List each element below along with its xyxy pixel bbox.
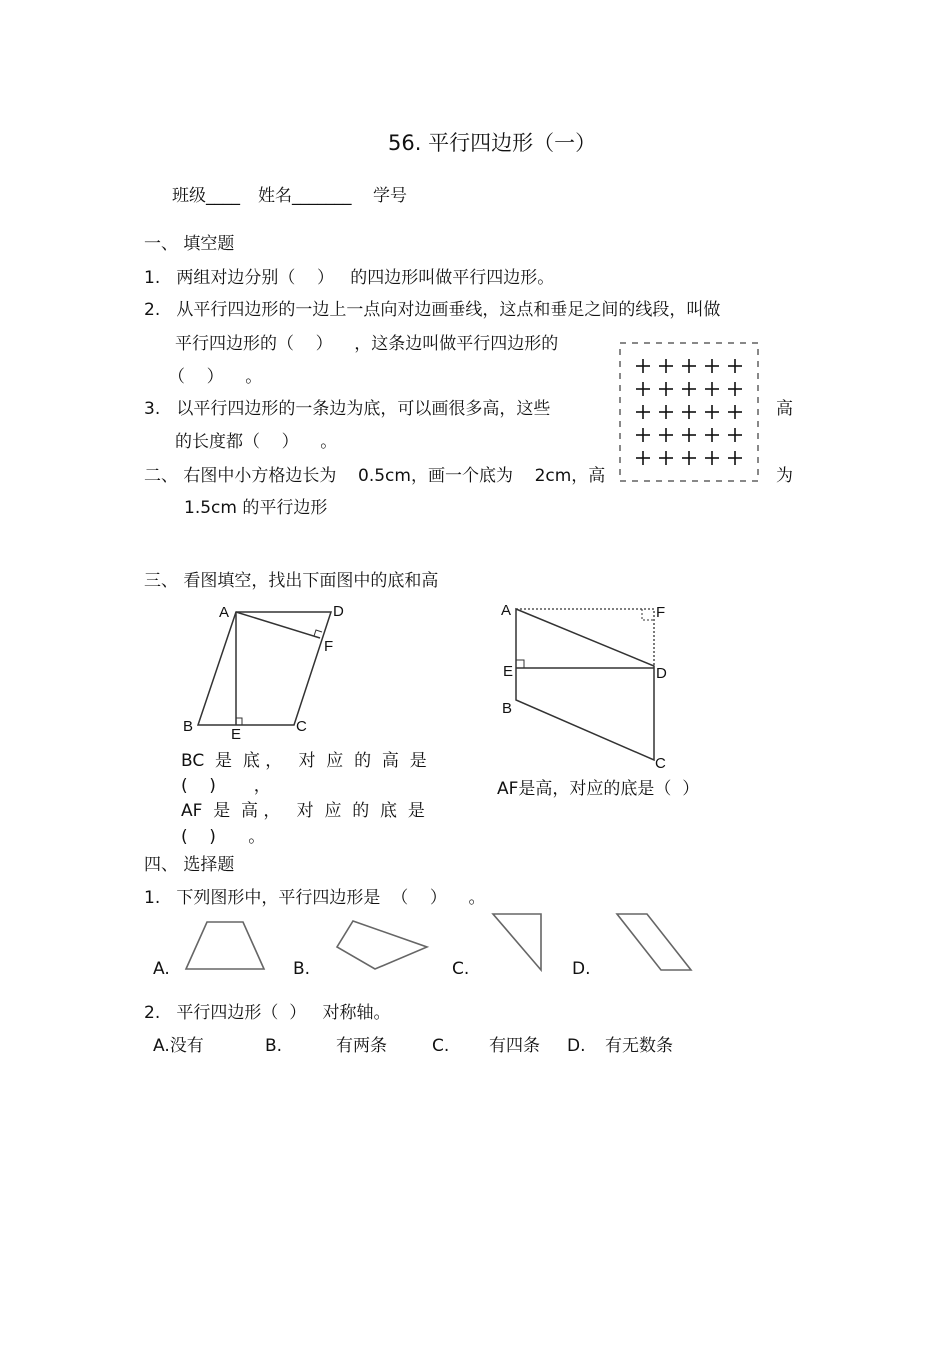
fig1-label-f: F — [324, 638, 334, 655]
fig1-label-d: D — [333, 603, 344, 620]
name-label: 姓名_______ — [258, 186, 352, 206]
option-c-label: C. — [452, 959, 470, 979]
option-a-label: A. — [153, 959, 170, 979]
section1-heading: 一、 填空题 — [144, 234, 235, 254]
section2-line1-tail: 为 — [776, 466, 793, 486]
student-number-label: 学号 — [373, 186, 407, 206]
q2-option-b-letter: B. — [265, 1036, 283, 1056]
question-1-2-line1: 2. 从平行四边形的一边上一点向对边画垂线，这点和垂足之间的线段，叫做 — [144, 300, 721, 320]
section2-line2: 1.5cm 的平行边形 — [184, 498, 328, 518]
option-a-trapezoid — [180, 918, 270, 973]
question-4-1: 1. 下列图形中，平行四边形是 （ ） 。 — [144, 888, 486, 908]
fig2-question: AF是高，对应的底是（ ） — [497, 779, 700, 799]
q2-option-d-text: 有无数条 — [605, 1036, 673, 1056]
figure-2-parallelogram — [495, 596, 685, 771]
fig1-label-a: A — [219, 604, 230, 621]
fig1-label-e: E — [231, 726, 242, 743]
figure-1-parallelogram — [180, 598, 350, 748]
option-c-triangle — [488, 908, 548, 973]
question-1-3-line1: 3. 以平行四边形的一条边为底，可以画很多高，这些 — [144, 399, 551, 419]
fig1-label-c: C — [296, 718, 307, 735]
question-1-2-line3: （ ） 。 — [168, 367, 263, 387]
section2-line1: 二、 右图中小方格边长为 0.5cm，画一个底为 2cm，高 — [144, 466, 606, 486]
fig2-label-f: F — [656, 604, 666, 621]
fig1-question-2a: AF 是 高 ， 对 应 的 底 是 — [181, 801, 425, 821]
fig2-label-c: C — [655, 755, 666, 772]
question-1-3-tail: 高 — [776, 399, 793, 419]
option-d-label: D. — [572, 959, 591, 979]
section4-heading: 四、 选择题 — [144, 855, 235, 875]
option-d-parallelogram — [612, 908, 697, 973]
q2-option-c-letter: C. — [432, 1036, 450, 1056]
page-title: 56. 平行四边形（一） — [388, 131, 597, 155]
q2-option-d-letter: D. — [567, 1036, 586, 1056]
q2-option-b-text: 有两条 — [336, 1036, 387, 1056]
question-1-1: 1. 两组对边分别（ ） 的四边形叫做平行四边形。 — [144, 268, 555, 288]
grid-figure — [615, 338, 765, 488]
fig1-question-2b: ( ) 。 — [181, 827, 266, 847]
fig1-label-b: B — [183, 718, 194, 735]
fig1-question-1a: BC 是 底 ， 对 应 的 高 是 — [181, 751, 427, 771]
q2-option-c-text: 有四条 — [489, 1036, 540, 1056]
fig2-label-e: E — [503, 663, 514, 680]
fig1-question-1b: ( ) ， — [181, 776, 271, 796]
option-b-label: B. — [293, 959, 311, 979]
class-label: 班级____ — [172, 186, 240, 206]
fig2-label-d: D — [656, 665, 667, 682]
section3-heading: 三、 看图填空，找出下面图中的底和高 — [144, 571, 439, 591]
question-1-2-line2: 平行四边形的（ ） ，这条边叫做平行四边形的 — [175, 334, 559, 354]
option-b-quadrilateral — [332, 915, 432, 975]
q2-option-a: A.没有 — [153, 1036, 204, 1056]
question-4-2: 2. 平行四边形（ ） 对称轴。 — [144, 1003, 391, 1023]
fig2-label-b: B — [502, 700, 513, 717]
fig2-label-a: A — [501, 602, 512, 619]
question-1-3-line2: 的长度都（ ） 。 — [175, 432, 338, 452]
